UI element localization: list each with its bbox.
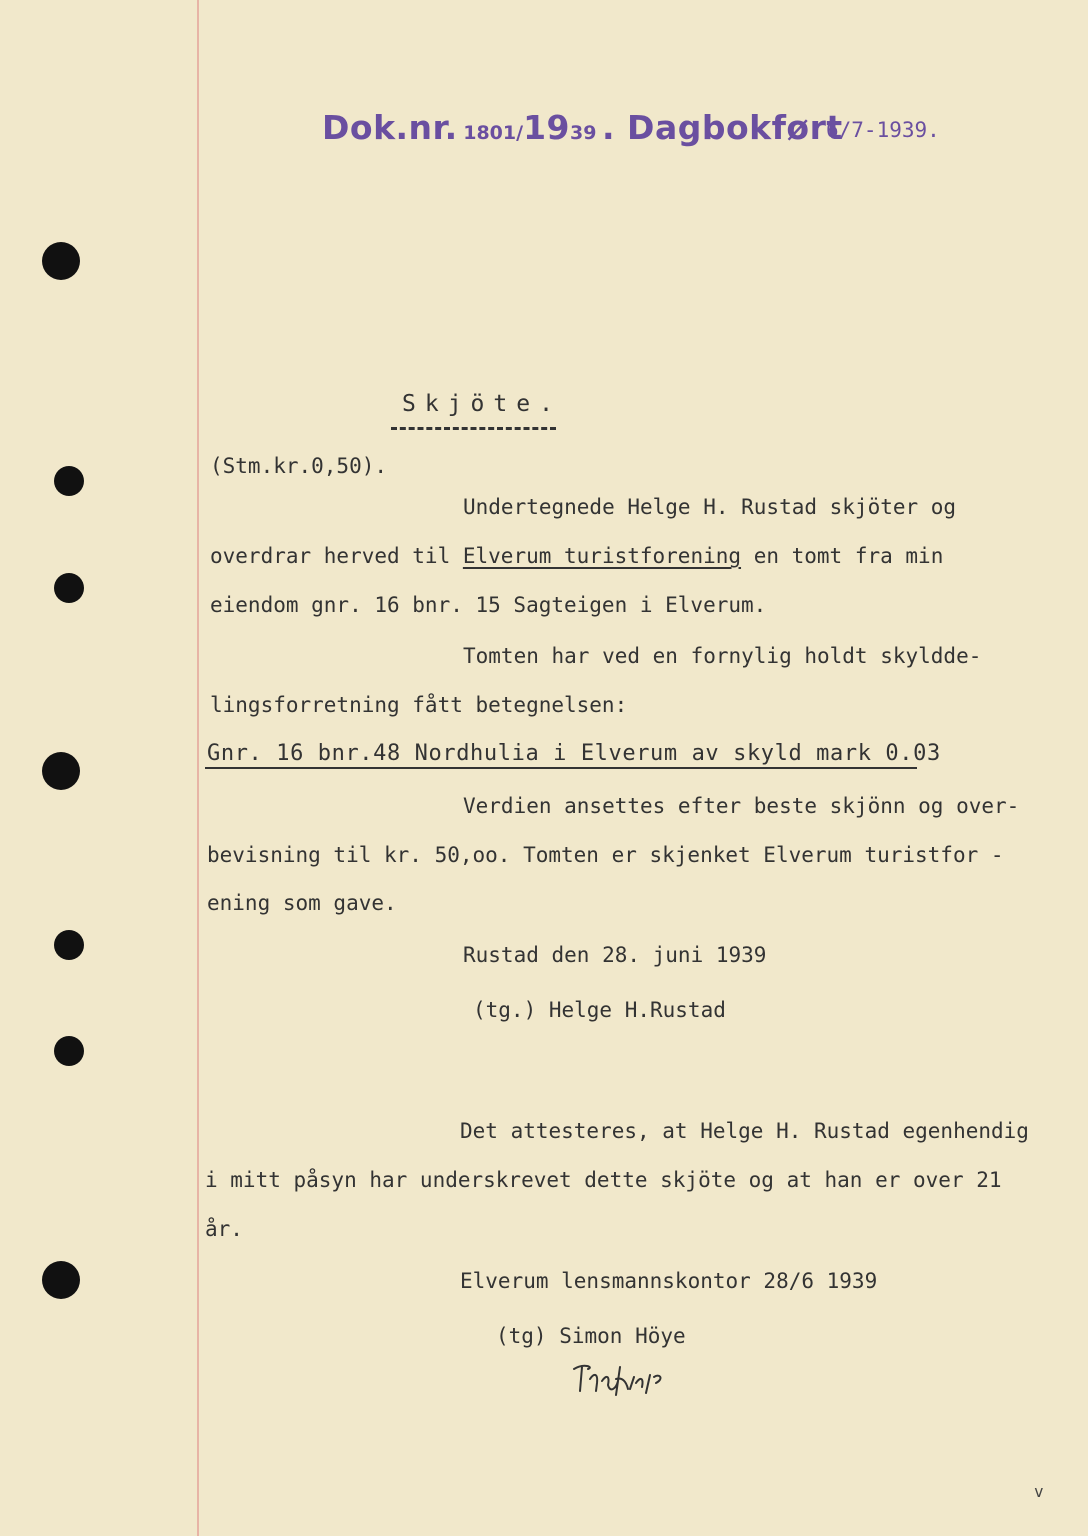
attest-line: i mitt påsyn har underskrevet dette skjöte og at han er over 21 [205,1168,1002,1192]
signature-line: (tg.) Helge H.Rustad [473,998,726,1022]
stamp-date: 6/7-1939. [826,118,940,142]
registration-stamp [322,108,843,147]
designation-underline [205,767,917,769]
corner-mark: v [1034,1482,1044,1501]
document-title: Skjöte. [402,391,562,417]
title-underline [391,427,556,430]
body-line: eiendom gnr. 16 bnr. 15 Sagteigen i Elverum. [210,593,767,617]
stamp-year-part1: 19 [523,108,570,147]
punch-hole [54,930,84,960]
property-designation: Gnr. 16 bnr.48 Nordhulia i Elverum av skyld mark 0.03 [207,741,941,766]
stamp-number: 1801/ [463,122,524,144]
body-line [210,543,943,569]
officer-signature: (tg) Simon Höye [496,1324,686,1348]
punch-hole [54,466,84,496]
punch-hole [42,242,80,280]
punch-hole [42,752,80,790]
body-line: Tomten har ved en fornylig holdt skyldde- [463,644,982,668]
stamp-fee: (Stm.kr.0,50). [210,454,388,478]
punch-hole [54,573,84,603]
body-line: lingsforretning fått betegnelsen: [210,693,628,717]
body-line: Undertegnede Helge H. Rustad skjöter og [463,495,957,519]
stamp-label: . Dagbokført [602,108,843,147]
handwritten-initials [570,1359,670,1399]
stamp-prefix: Dok.nr. [322,108,458,147]
place-date: Rustad den 28. juni 1939 [463,943,767,967]
body-text: overdrar herved til [210,544,451,568]
office-date: Elverum lensmannskontor 28/6 1939 [460,1269,878,1293]
margin-line [197,0,199,1536]
body-line: bevisning til kr. 50,oo. Tomten er skjenket Elverum turistfor - [207,843,1004,867]
stamp-year-part2: 39 [570,122,597,144]
punch-hole [54,1036,84,1066]
body-line: ening som gave. [207,891,397,915]
punch-hole [42,1261,80,1299]
attest-line: Det attesteres, at Helge H. Rustad egenhendig [460,1119,1029,1143]
body-text: en tomt fra min [753,544,944,568]
attest-line: år. [205,1217,243,1241]
body-line: Verdien ansettes efter beste skjönn og over- [463,794,1020,818]
recipient-name: Elverum turistforening [462,544,742,568]
